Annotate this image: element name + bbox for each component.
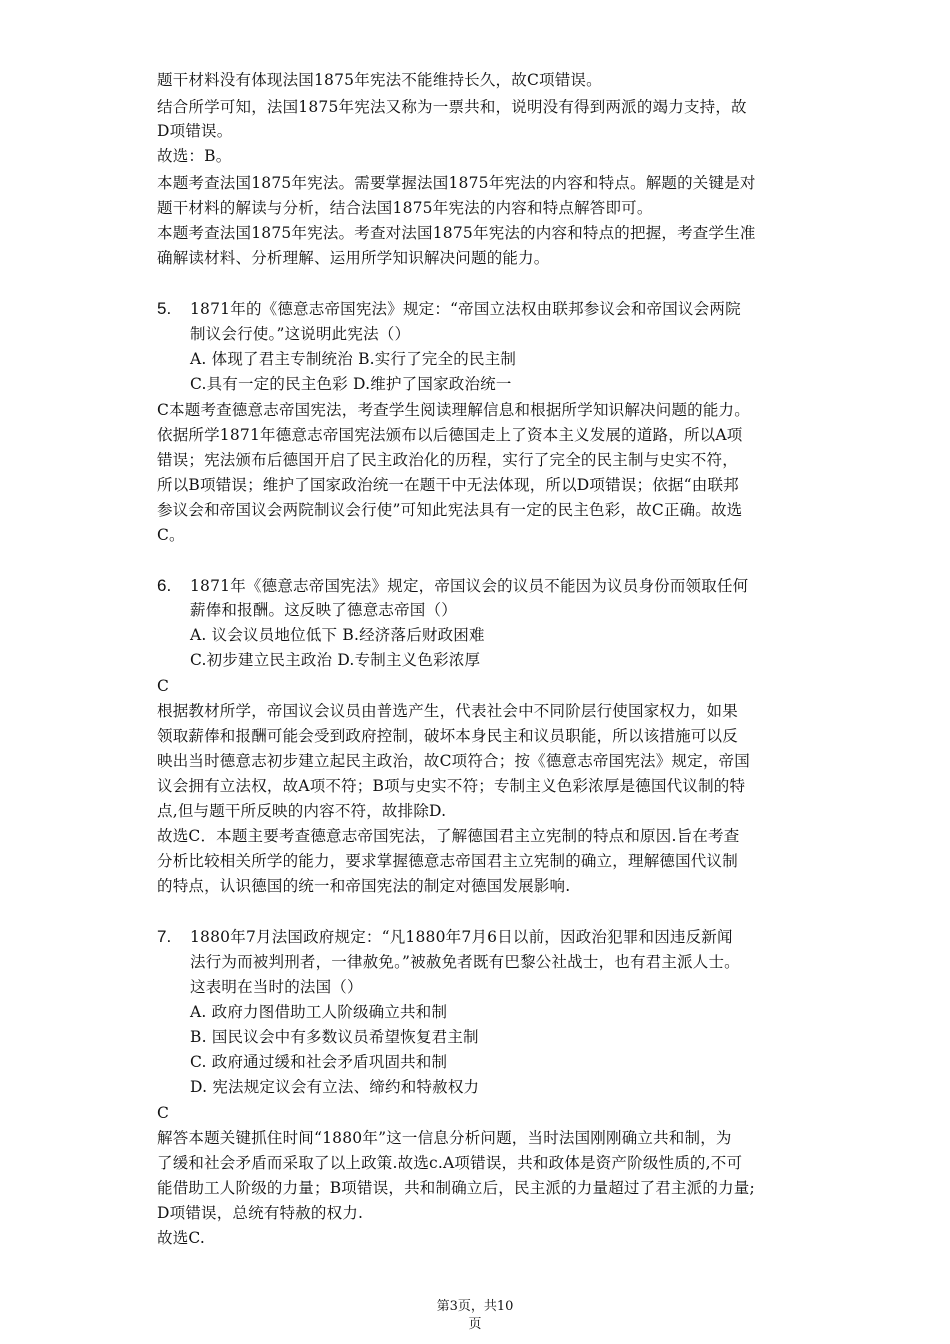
question-stem: 1871年《德意志帝国宪法》规定，帝国议会的议员不能因为议员身份而领取任何	[190, 577, 749, 595]
page-footer-continued: 页	[468, 1317, 482, 1332]
answer-line: C	[157, 677, 170, 695]
question-number: 7.	[157, 927, 172, 946]
text-line: 题干材料的解读与分析，结合法国1875年宪法的内容和特点解答即可。	[157, 199, 653, 217]
text-line: 故选：B。	[157, 147, 232, 165]
answer-line: 了缓和社会矛盾而采取了以上政策.故选c.A项错误，共和政体是资产阶级性质的,不可	[157, 1154, 743, 1172]
answer-line: 错误；宪法颁布后德国开启了民主政治化的历程，实行了完全的民主制与史实不符，	[157, 451, 738, 469]
answer-line: 能借助工人阶级的力量；B项错误，共和制确立后，民主派的力量超过了君主派的力量;	[157, 1179, 755, 1197]
answer-line: 依据所学1871年德意志帝国宪法颁布以后德国走上了资本主义发展的道路，所以A项	[157, 426, 743, 444]
question-option: A. 议会议员地位低下 B.经济落后财政困难	[190, 626, 485, 644]
answer-line: C	[157, 1104, 170, 1122]
answer-line: 点,但与题干所反映的内容不符，故排除D.	[157, 802, 447, 820]
text-line: D项错误。	[157, 122, 233, 140]
question-option: C.初步建立民主政治 D.专制主义色彩浓厚	[190, 651, 481, 669]
question-stem: 法行为而被判刑者，一律赦免。”被赦免者既有巴黎公社战士，也有君主派人士。	[190, 953, 740, 971]
answer-line: 所以B项错误；维护了国家政治统一在题干中无法体现，所以D项错误；依据“由联邦	[157, 476, 739, 494]
answer-line: 根据教材所学，帝国议会议员由普选产生，代表社会中不同阶层行使国家权力，如果	[157, 702, 738, 720]
page-footer: 第3页，共10	[436, 1299, 514, 1314]
question-stem: 1871年的《德意志帝国宪法》规定：“帝国立法权由联邦参议会和帝国议会两院	[190, 300, 741, 318]
question-stem: 制议会行使。”这说明此宪法（）	[190, 325, 411, 343]
question-stem: 薪俸和报酬。这反映了德意志帝国（）	[190, 601, 457, 619]
answer-line: C本题考查德意志帝国宪法，考查学生阅读理解信息和根据所学知识解决问题的能力。	[157, 401, 750, 419]
question-stem: 1880年7月法国政府规定：“凡1880年7月6日以前，因政治犯罪和因违反新闻	[190, 928, 733, 946]
answer-line: 参议会和帝国议会两院制议会行使”可知此宪法具有一定的民主色彩，故C正确。故选	[157, 501, 743, 519]
question-number: 6.	[157, 576, 172, 595]
answer-line: C。	[157, 526, 185, 544]
question-stem: 这表明在当时的法国（）	[190, 978, 363, 996]
question-option: D. 宪法规定议会有立法、缔约和特赦权力	[190, 1078, 480, 1096]
question-option: B. 国民议会中有多数议员希望恢复君主制	[190, 1028, 479, 1046]
answer-line: D项错误，总统有特赦的权力.	[157, 1204, 364, 1222]
text-line: 确解读材料、分析理解、运用所学知识解决问题的能力。	[157, 249, 550, 267]
answer-line: 映出当时德意志初步建立起民主政治，故C项符合；按《德意志帝国宪法》规定，帝国	[157, 752, 750, 770]
question-number: 5.	[157, 299, 172, 318]
answer-line: 解答本题关键抓住时间“1880年”这一信息分析问题，当时法国刚刚确立共和制，为	[157, 1129, 732, 1147]
text-line: 题干材料没有体现法国1875年宪法不能维持长久，故C项错误。	[157, 71, 602, 89]
answer-line: 故选C.	[157, 1229, 206, 1247]
answer-line: 分析比较相关所学的能力，要求掌握德意志帝国君主立宪制的确立，理解德国代议制	[157, 852, 738, 870]
text-line: 本题考查法国1875年宪法。需要掌握法国1875年宪法的内容和特点。解题的关键是对	[157, 174, 756, 192]
answer-line: 领取薪俸和报酬可能会受到政府控制，破坏本身民主和议员职能，所以该措施可以反	[157, 727, 738, 745]
text-line: 本题考查法国1875年宪法。考查对法国1875年宪法的内容和特点的把握，考查学生准	[157, 224, 756, 242]
question-option: C. 政府通过缓和社会矛盾巩固共和制	[190, 1053, 448, 1071]
question-option: C.具有一定的民主色彩 D.维护了国家政治统一	[190, 375, 512, 393]
answer-line: 的特点，认识德国的统一和帝国宪法的制定对德国发展影响.	[157, 877, 571, 895]
answer-line: 议会拥有立法权，故A项不符；B项与史实不符；专制主义色彩浓厚是德国代议制的特	[157, 777, 746, 795]
text-line: 结合所学可知，法国1875年宪法又称为一票共和，说明没有得到两派的竭力支持，故	[157, 98, 747, 116]
question-option: A. 政府力图借助工人阶级确立共和制	[190, 1003, 448, 1021]
answer-line: 故选C．本题主要考查德意志帝国宪法，了解德国君主立宪制的特点和原因.旨在考查	[157, 827, 740, 845]
question-option: A. 体现了君主专制统治 B.实行了完全的民主制	[190, 350, 517, 368]
